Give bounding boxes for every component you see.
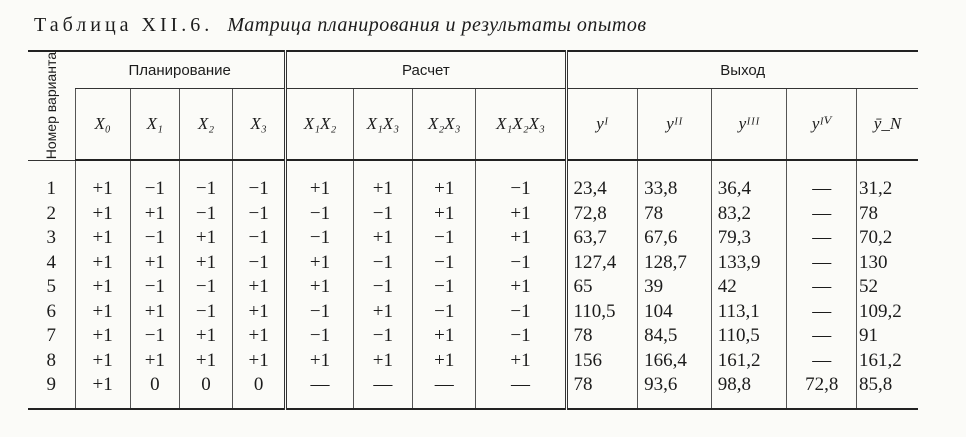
cell-x2: −1 (179, 160, 232, 202)
cell-y2: 166,4 (638, 349, 712, 374)
cell-x1: −1 (130, 275, 179, 300)
cell-x2x3: +1 (413, 202, 476, 227)
cell-x0: +1 (75, 373, 130, 409)
cell-y2: 128,7 (638, 251, 712, 276)
cell-y1: 127,4 (566, 251, 638, 276)
cell-x1x2: +1 (286, 275, 354, 300)
cell-x3: +1 (233, 275, 286, 300)
cell-x1x2x3: −1 (476, 300, 566, 325)
plan-group-header: Планирование (75, 51, 286, 89)
variant-number: 6 (46, 300, 57, 322)
cell-x2: +1 (179, 324, 232, 349)
cell-x2: +1 (179, 251, 232, 276)
cell-y4: — (787, 251, 857, 276)
cell-y-mean: 91 (856, 324, 918, 349)
cell-y-mean: 109,2 (856, 300, 918, 325)
cell-y3: 36,4 (711, 160, 787, 202)
col-y-mean: ȳ_N (856, 89, 918, 161)
cell-y3: 161,2 (711, 349, 787, 374)
cell-y4: — (787, 160, 857, 202)
cell-x1x2: +1 (286, 160, 354, 202)
cell-x1: +1 (130, 349, 179, 374)
cell-y4: — (787, 324, 857, 349)
cell-x1x3: −1 (353, 251, 412, 276)
variant-number: 9 (28, 373, 75, 409)
cell-x1: +1 (130, 300, 179, 325)
cell-x2: 0 (179, 373, 232, 409)
cell-x2: −1 (179, 275, 232, 300)
cell-x3: −1 (233, 226, 286, 251)
cell-x1: +1 (130, 202, 179, 227)
cell-y-mean: 31,2 (856, 160, 918, 202)
col-x0: X₀ (75, 89, 130, 161)
variant-number: 8 (46, 349, 57, 371)
cell-x1x3: −1 (353, 324, 412, 349)
cell-x1x2x3: −1 (476, 324, 566, 349)
cell-y3: 110,5 (711, 324, 787, 349)
cell-x2x3: −1 (413, 275, 476, 300)
cell-x0: +1 (75, 160, 130, 202)
col-x2: X₂ (179, 89, 232, 161)
table-row (28, 349, 918, 374)
cell-y1: 63,7 (566, 226, 638, 251)
cell-x1x3: −1 (353, 275, 412, 300)
variant-number: 7 (46, 325, 57, 347)
cell-x1: −1 (130, 160, 179, 202)
cell-x0: +1 (75, 324, 130, 349)
col-y4: yᴵⱽ (787, 89, 857, 161)
col-x3: X₃ (233, 89, 286, 161)
cell-x1x2: −1 (286, 226, 354, 251)
cell-x3: −1 (233, 202, 286, 227)
variant-number: 5 (46, 276, 57, 298)
table-body (28, 160, 918, 409)
cell-x0: +1 (75, 202, 130, 227)
table-row (28, 251, 918, 276)
col-x1x3: X₁X₃ (353, 89, 412, 161)
cell-x2x3: — (413, 373, 476, 409)
cell-x1x3: +1 (353, 349, 412, 374)
cell-x1x2x3: −1 (476, 160, 566, 202)
cell-x1x2: −1 (286, 300, 354, 325)
cell-y-mean: 70,2 (856, 226, 918, 251)
cell-y3: 79,3 (711, 226, 787, 251)
col-y1: yᴵ (566, 89, 638, 161)
cell-x1x2x3: +1 (476, 275, 566, 300)
output-group-header: Выход (566, 51, 918, 89)
table-row (28, 226, 918, 251)
cell-x1x3: — (353, 373, 412, 409)
table-row (28, 324, 918, 349)
col-x1x2x3: X₁X₂X₃ (476, 89, 566, 161)
cell-x1: 0 (130, 373, 179, 409)
cell-y2: 78 (638, 202, 712, 227)
cell-y1: 23,4 (566, 160, 638, 202)
cell-x1x2x3: −1 (476, 251, 566, 276)
col-x1x2: X₁X₂ (286, 89, 354, 161)
cell-x2: −1 (179, 202, 232, 227)
cell-y-mean: 85,8 (856, 373, 918, 409)
experiment-table (28, 50, 918, 410)
cell-y-mean: 130 (856, 251, 918, 276)
cell-x2: +1 (179, 226, 232, 251)
cell-x1x3: −1 (353, 202, 412, 227)
cell-x1x3: +1 (353, 160, 412, 202)
cell-x0: +1 (75, 349, 130, 374)
cell-y3: 83,2 (711, 202, 787, 227)
cell-y4: — (787, 349, 857, 374)
cell-x3: 0 (233, 373, 286, 409)
cell-y1: 65 (566, 275, 638, 300)
table-row (28, 300, 918, 325)
cell-x1x3: +1 (353, 300, 412, 325)
cell-x1x3: +1 (353, 226, 412, 251)
cell-y1: 78 (566, 324, 638, 349)
cell-x2x3: +1 (413, 349, 476, 374)
cell-x1: −1 (130, 324, 179, 349)
table-header (28, 51, 918, 160)
variant-header: Номер варианта (28, 51, 75, 160)
table-number: Таблица XII.6. (34, 14, 214, 36)
cell-x0: +1 (75, 226, 130, 251)
cell-x0: +1 (75, 275, 130, 300)
table-row (28, 202, 918, 227)
cell-x1x2: −1 (286, 324, 354, 349)
cell-y2: 67,6 (638, 226, 712, 251)
table-row (28, 373, 918, 409)
cell-x2x3: −1 (413, 226, 476, 251)
cell-x3: −1 (233, 251, 286, 276)
variant-number: 3 (46, 227, 57, 249)
variant-number: 1 (46, 178, 57, 199)
cell-y-mean: 78 (856, 202, 918, 227)
cell-x2x3: +1 (413, 160, 476, 202)
table-title: Матрица планирования и результаты опытов (227, 14, 647, 36)
cell-x1x2: — (286, 373, 354, 409)
cell-x2: +1 (179, 349, 232, 374)
table-row (28, 275, 918, 300)
cell-y1: 72,8 (566, 202, 638, 227)
cell-y3: 42 (711, 275, 787, 300)
cell-y2: 39 (638, 275, 712, 300)
cell-y2: 33,8 (638, 160, 712, 202)
cell-y3: 113,1 (711, 300, 787, 325)
cell-y2: 104 (638, 300, 712, 325)
cell-x3: +1 (233, 349, 286, 374)
cell-y4: — (787, 202, 857, 227)
cell-x3: +1 (233, 300, 286, 325)
table-caption (34, 14, 647, 37)
cell-x0: +1 (75, 251, 130, 276)
cell-y1: 78 (566, 373, 638, 409)
col-x2x3: X₂X₃ (413, 89, 476, 161)
cell-x0: +1 (75, 300, 130, 325)
cell-x1: +1 (130, 251, 179, 276)
cell-x1x2x3: +1 (476, 349, 566, 374)
col-y2: yᴵᴵ (638, 89, 712, 161)
cell-x1x2x3: +1 (476, 226, 566, 251)
cell-y4: — (787, 300, 857, 325)
cell-y4: — (787, 226, 857, 251)
variant-number: 4 (46, 251, 57, 273)
cell-y1: 156 (566, 349, 638, 374)
cell-y3: 98,8 (711, 373, 787, 409)
table-row (28, 160, 918, 202)
cell-y4: 72,8 (787, 373, 857, 409)
col-x1: X₁ (130, 89, 179, 161)
cell-y-mean: 52 (856, 275, 918, 300)
cell-x2x3: −1 (413, 300, 476, 325)
cell-y3: 133,9 (711, 251, 787, 276)
cell-x1: −1 (130, 226, 179, 251)
cell-x2x3: −1 (413, 251, 476, 276)
cell-x1x2: +1 (286, 349, 354, 374)
cell-y-mean: 161,2 (856, 349, 918, 374)
col-y3: yᴵᴵᴵ (711, 89, 787, 161)
calc-group-header: Расчет (286, 51, 566, 89)
cell-x2: −1 (179, 300, 232, 325)
cell-x1x2: +1 (286, 251, 354, 276)
variant-number: 2 (46, 202, 57, 224)
cell-y4: — (787, 275, 857, 300)
cell-x1x2x3: +1 (476, 202, 566, 227)
cell-x2x3: +1 (413, 324, 476, 349)
cell-y1: 110,5 (566, 300, 638, 325)
cell-y2: 84,5 (638, 324, 712, 349)
cell-y2: 93,6 (638, 373, 712, 409)
cell-x1x2x3: — (476, 373, 566, 409)
cell-x3: −1 (233, 160, 286, 202)
cell-x1x2: −1 (286, 202, 354, 227)
cell-x3: +1 (233, 324, 286, 349)
